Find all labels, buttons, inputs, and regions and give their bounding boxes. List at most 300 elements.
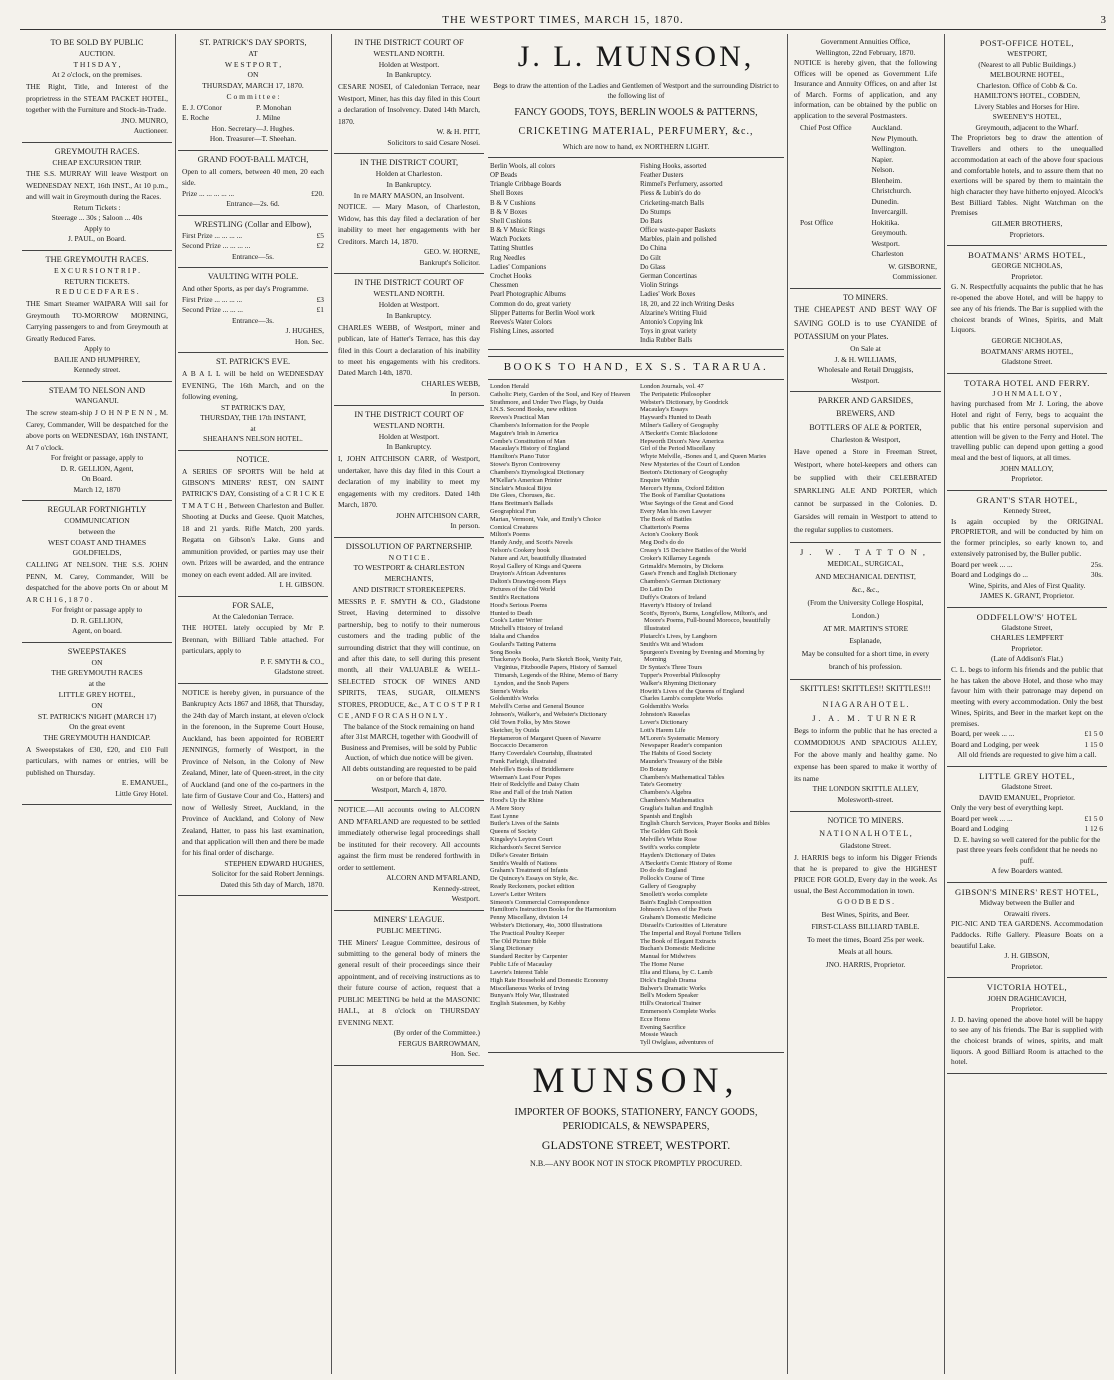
- list-item: Do Bats: [640, 217, 663, 225]
- price-name: Board and Lodgings do ...: [951, 570, 1028, 580]
- ad-heading-line: WANGANUI.: [75, 396, 119, 406]
- column-2: [178, 34, 328, 1374]
- list-item: Marian, Vermont, Vale, and Emily's Choice: [490, 515, 601, 523]
- ad-heading-line: WRESTLING (Collar and Elbow),: [194, 219, 312, 229]
- ad-signature: Westport.: [451, 894, 480, 904]
- list-item: Haverty's History of Ireland: [640, 601, 712, 609]
- ad-detail: All debts outstanding are requested to be paid on or before that date.: [341, 763, 477, 784]
- ad-heading-line: GRAND FOOT-BALL MATCH,: [197, 154, 309, 164]
- list-item: Sinclair's Musical Bijou: [490, 484, 552, 492]
- list-item: Queens of Society: [490, 828, 537, 836]
- prize-row: [182, 189, 324, 200]
- list-item: Chambers's Mathematical Tables: [640, 773, 725, 781]
- list-item: Crochet Hooks: [490, 272, 532, 280]
- national-heading: N A T I O N A L H O T E L ,: [819, 828, 912, 838]
- ad-heading-line: VAULTING WITH POLE.: [207, 272, 299, 282]
- list-item: Smith's Wealth of Nations: [490, 859, 557, 867]
- office-row: [794, 155, 937, 166]
- ad-body: CHARLES WEBB, of Westport, miner and publican, late of Hatter's Terrace, has this day filed in this Court a declaration of his inability to meet his engagements with his creditors. Dated March 14th, 1870.: [338, 322, 480, 378]
- list-item: Creasy's 15 Decisive Battles of the World: [640, 547, 747, 555]
- tatton-dentist-ad: [790, 543, 941, 681]
- list-item: I.N.S. Second Books, new edition: [490, 406, 577, 414]
- list-item: Stowe's Byron Controversy: [490, 461, 561, 469]
- list-item: Do Glass: [640, 263, 666, 271]
- list-item: A'Beckett's Comic History of Rome: [640, 859, 733, 867]
- hotel-line: (Late of Addison's Flat.): [991, 654, 1063, 664]
- ad-heading-line: At 2 o'clock, on the premises.: [51, 70, 143, 80]
- list-item: Meg Dod's do do: [640, 539, 684, 547]
- ad-detail: Steerage ... 30s ; Saloon ... 40s: [51, 213, 143, 223]
- price-amount: 1 12 6: [1084, 824, 1103, 834]
- office-town: Charleston: [871, 249, 904, 259]
- list-item: Mossie Wauch: [640, 1031, 678, 1039]
- office-type: Chief Post Office: [800, 123, 852, 133]
- office-row: [794, 207, 937, 218]
- list-item: Johnson's, Walker's, and Webster's Dictionary: [490, 711, 607, 719]
- prize-amount: £1: [316, 305, 324, 315]
- hotel-signature: A few Boarders wanted.: [991, 866, 1063, 876]
- prize-row: [182, 241, 324, 252]
- ad-signature: Hon. Sec.: [295, 336, 324, 346]
- miners-onsale: On Sale at: [850, 344, 881, 353]
- list-item: India Rubber Balls: [640, 337, 693, 345]
- col2-ad: [178, 597, 328, 684]
- list-item: The Home Nurse: [640, 961, 685, 969]
- list-item: A'Beckett's Comic Blackstone: [640, 429, 718, 437]
- list-item: Buchan's Domestic Medicine: [640, 945, 715, 953]
- list-item: Common do do, great variety: [490, 300, 571, 308]
- ad-signature: Little Grey Hotel.: [115, 788, 168, 798]
- ad-body: CESARE NOSEI, of Caledonian Terrace, near Westport, Miner, has this day filed in this Court a declaration of Insolvency. Dated 14th March, 1870.: [338, 82, 480, 126]
- ad-detail: For freight or passage, apply to: [50, 453, 144, 463]
- list-item: Chambers's Information for the People: [490, 422, 590, 430]
- list-item: Newspaper Reader's companion: [640, 742, 723, 750]
- list-item: Beeton's Dictionary of Geography: [640, 468, 728, 476]
- ad-detail: J. PAUL, on Board.: [67, 234, 127, 244]
- office-type: [794, 239, 866, 250]
- hotel-signature: Wine, Spirits, and Ales of First Quality.: [968, 580, 1086, 590]
- ad-heading-line: PUBLIC MEETING.: [376, 925, 442, 935]
- committee-row: [182, 113, 324, 124]
- ad-heading-line: TO BE SOLD BY PUBLIC: [50, 38, 144, 47]
- miners-heading: TO MINERS.: [843, 292, 888, 302]
- hotel-line: Charleston. Office of Cobb & Co.: [976, 80, 1078, 90]
- list-item: Enquire Within: [640, 476, 680, 484]
- ad-heading-line: at the: [88, 679, 106, 689]
- tatton-lines: [794, 558, 937, 675]
- list-item: Melvill's Cerise and General Bounce: [490, 703, 585, 711]
- office-type: [794, 207, 866, 218]
- list-item: Ladies' Companions: [490, 263, 547, 271]
- prize-row: [182, 295, 324, 306]
- skittle-alley-street: Molesworth-street.: [837, 794, 894, 804]
- hotel-body: having purchased from Mr J. Loring, the above Hotel and right of Ferry, begs to acquaint the public that his entire personal supervision and attention will be given to the Ferry and Hotel. The travelling public can depend upon getting a good meal and the best of liquors, at all times.: [951, 399, 1103, 463]
- list-item: Do China: [640, 245, 667, 253]
- list-item: Royal Gallery of Kings and Queens: [490, 562, 582, 570]
- office-type: [794, 176, 866, 187]
- office-type: [794, 144, 866, 155]
- hotel-signature: All old friends are requested to give him a call.: [957, 750, 1097, 760]
- list-item: Chambers's Etymological Dictionary: [490, 468, 585, 476]
- miners-body: THE CHEAPEST AND BEST WAY OF SAVING GOLD is to use CYANIDE of POTASSIUM on your Plates.: [794, 305, 937, 342]
- list-item: Fishing Hooks, assorted: [640, 162, 707, 170]
- ad-body: And other Sports, as per day's Programme.: [182, 284, 309, 294]
- office-type: [794, 249, 866, 260]
- list-item: Gallery of Geography: [640, 882, 697, 890]
- hotel-body: PIC-NIC AND TEA GARDENS. Accommodation Paddocks. Rifle Gallery. Pleasure Boats on a beautiful Lake.: [951, 919, 1103, 950]
- ad-heading-line: W E S T P O R T ,: [224, 59, 282, 69]
- hotel-body: Is again occupied by the ORIGINAL PROPRIETOR, and will be conducted by him on the former principles, so early known to, and extensively patronised by, the Buller public.: [951, 516, 1103, 558]
- ad-body: A B A L L will be held on WEDNESDAY EVENING, The 16th March, and on the following evening,: [182, 369, 324, 402]
- list-item: Heir of Redclyffe and Daisy Chain: [490, 781, 580, 789]
- list-item: Elia and Eliana, by C. Lamb: [640, 968, 713, 976]
- ad-body: THE Right, Title, and Interest of the proprietress in the STEAM PACKET HOTEL, together with the Furniture and Stock-in-Trade.: [26, 82, 168, 115]
- list-item: Smith's Recitations: [490, 593, 540, 601]
- list-item: Goldsmith's Works: [640, 703, 689, 711]
- price-row: [951, 560, 1103, 571]
- col2-ad: [178, 216, 328, 268]
- list-item: M'Loren's Systematic Memory: [640, 734, 719, 742]
- ad-signature: GEO. W. HORNE,: [423, 247, 480, 257]
- prize-row: [182, 231, 324, 242]
- hotel-heading: LITTLE GREY HOTEL,: [979, 770, 1075, 781]
- office-row: [794, 176, 937, 187]
- list-item: Harry Coverdale's Courtship, illustrated: [490, 750, 592, 758]
- ad-signature: In person.: [450, 521, 480, 531]
- ad-detail: Apply to: [83, 223, 111, 233]
- goods-list-left: [490, 162, 632, 345]
- list-item: Tate's Geometry: [640, 781, 682, 789]
- ad-heading-line: IN THE DISTRICT COURT OF: [354, 278, 464, 288]
- list-item: Ecce Homo: [640, 1015, 670, 1023]
- ad-heading-line: DISSOLUTION OF PARTNERSHIP.: [345, 541, 473, 551]
- office-town: Wellington.: [871, 144, 907, 154]
- list-item: Dick's English Drama: [640, 976, 697, 984]
- turner-body: Begs to inform the public that he has erected a COMMODIOUS AND SPACIOUS ALLEY, For the above manly and healthy game. No expense has been spared to make it worthy of its name: [794, 726, 937, 783]
- hotel-signature: Proprietors.: [1009, 229, 1045, 239]
- column-rule: [787, 34, 788, 1374]
- hotel-heading: GRANT'S STAR HOTEL,: [976, 494, 1078, 505]
- list-item: Wise Sayings of the Great and Good: [640, 500, 734, 508]
- hotel-signature: Proprietor.: [1011, 961, 1043, 971]
- list-item: Slang Dictionary: [490, 945, 534, 953]
- hotel-body: The Proprietors beg to draw the attention of Travellers and others to the unequalled accommodation at each of the above four spacious and comfortable hotels, and to assure them that no exertions will be spared by them to maintain the high character they have hitherto enjoyed. Alcock's Best Billiard Tables. Night Watchman on the Premises: [951, 133, 1103, 218]
- list-item: Smollett's works complete: [640, 890, 708, 898]
- list-item: Dalton's Drawing-room Plays: [490, 578, 567, 586]
- list-item: Melville's White Rose: [640, 836, 697, 844]
- hotel-signature: JOHN MALLOY,: [1000, 463, 1054, 473]
- hotel-line: Midway between the Buller and: [979, 898, 1075, 908]
- office-row: [794, 144, 937, 155]
- skittles-ad: [790, 680, 941, 811]
- office-row: [794, 249, 937, 260]
- ad-signature: I. H. GIBSON.: [279, 580, 324, 590]
- ad-heading-line: In Bankruptcy.: [386, 310, 432, 320]
- list-item: Scott's, Byron's, Burns, Longfellow, Milton's, and Moore's Poems, Full-bound Morocco, beautifully Illustrated: [640, 609, 771, 633]
- hotel-ad: [947, 491, 1107, 608]
- annuities-office: Government Annuities Office,: [820, 37, 911, 46]
- books-heading: BOOKS TO HAND, EX S.S. TARARUA.: [488, 356, 784, 380]
- list-item: East Lynne: [490, 812, 519, 820]
- prize-name: Second Prize ... ... ...: [182, 305, 243, 315]
- munson-heading-cricket: CRICKETING MATERIAL, PERFUMERY, &c.,: [518, 126, 754, 138]
- prize-amount: £3: [316, 294, 324, 304]
- committee-member: J. Milne: [256, 113, 281, 123]
- munson-footer-line4: N.B.—ANY BOOK NOT IN STOCK PROMPTLY PROCURED.: [530, 1158, 742, 1168]
- office-row: [794, 239, 937, 250]
- list-item: Emmerson's Complete Works: [640, 1007, 716, 1015]
- hotel-heading: BOATMANS' ARMS HOTEL,: [968, 250, 1086, 261]
- ad-heading-line: THURSDAY, MARCH 17, 1870.: [202, 81, 304, 91]
- hotel-body: C. L. begs to inform his friends and the public that he has taken the above Hotel, and those who may favour him with their patronage may depend on meeting with every accommodation. Only the best Wines, Spirits, and Beer in the market kept on the premises.: [951, 664, 1103, 728]
- goods-list-right: [640, 162, 782, 345]
- column-7: [947, 34, 1107, 1374]
- office-town: Westport.: [871, 238, 900, 248]
- list-item: Die Glees, Choruses, &c.: [490, 492, 555, 500]
- ad-heading-line: In Bankruptcy.: [386, 179, 432, 189]
- prize-amount: £5: [316, 230, 324, 240]
- hotel-heading: POST-OFFICE HOTEL,: [979, 38, 1075, 48]
- col3-ad: [334, 801, 484, 910]
- list-item: Piess & Lubin's do do: [640, 190, 701, 198]
- list-item: Idalia and Chandos: [490, 632, 540, 640]
- ad-heading-line: R E D U C E D F A R E S .: [55, 287, 139, 297]
- hotel-heading: VICTORIA HOTEL,: [986, 982, 1068, 993]
- ad-signature: (By order of the Committee.): [393, 1028, 480, 1038]
- list-item: Shell Boxes: [490, 190, 524, 198]
- office-type: [794, 186, 866, 197]
- list-item: Rug Needles: [490, 254, 526, 262]
- list-item: London Journals, vol. 47: [640, 382, 704, 390]
- list-item: Ready Reckoners, pocket edition: [490, 882, 575, 890]
- hotel-heading: ODDFELLOW'S' HOTEL: [976, 611, 1078, 622]
- ad-heading-line: LITTLE GREY HOTEL,: [58, 689, 136, 699]
- list-item: Plutarch's Lives, by Langhorn: [640, 632, 717, 640]
- hotel-line: SWEENEY'S HOTEL,: [992, 112, 1062, 122]
- list-item: Spurgeon's Evening by Evening and Morning by Morning: [640, 648, 765, 664]
- ad-heading-line: In re MARY MASON, an Insolvent.: [353, 190, 465, 200]
- ad-detail: Hon. Treasurer—T. Sheehan.: [209, 134, 297, 144]
- ad-heading-line: ST. PATRICK'S DAY SPORTS,: [199, 38, 307, 47]
- ad-heading-line: COMMUNICATION: [64, 516, 130, 526]
- national-hotel-ad: [790, 812, 941, 977]
- list-item: Hepworth Dixon's New America: [640, 437, 724, 445]
- list-item: M'Kellar's American Printer: [490, 476, 562, 484]
- list-item: Croker's Killarney Legends: [640, 554, 711, 562]
- prize-amount: £20.: [311, 188, 324, 198]
- list-item: Do Latin Do: [640, 586, 673, 594]
- ad-heading-line: MINERS' LEAGUE.: [373, 914, 445, 924]
- hotel-signature: Gladstone Street.: [1001, 357, 1053, 367]
- col1-ad: [22, 251, 172, 382]
- list-item: Duffy's Orators of Ireland: [640, 593, 707, 601]
- books-list-left: [490, 383, 632, 1047]
- list-item: Webster's Dictionary, 4to, 3000 Illustrations: [490, 922, 603, 930]
- ad-heading-line: T H I S D A Y ,: [73, 59, 121, 69]
- munson-heading-fancy: FANCY GOODS, TOYS, BERLIN WOOLS & PATTERNS,: [514, 107, 758, 119]
- committee-member: P. Monohan: [256, 102, 292, 112]
- turner-heading: J. A. M. TURNER: [812, 714, 919, 724]
- list-item: Richardson's Secret Service: [490, 843, 562, 851]
- ad-signature: CHARLES WEBB,: [421, 378, 480, 388]
- harris-lines: [794, 896, 937, 971]
- ad-detail: D. R. GELLION, Agent,: [60, 463, 134, 473]
- list-item: Penny Miscellany, division 14: [490, 914, 568, 922]
- hotel-signature: D. E. having so well catered for the public for the past three years feels confident that he needs no puff.: [953, 834, 1101, 865]
- ad-detail: Return Tickets :: [73, 202, 121, 212]
- list-item: Lover's Dictionary: [640, 718, 688, 726]
- list-item: Chambers's Mathematics: [640, 797, 705, 805]
- price-row: [951, 729, 1103, 740]
- list-item: Hood's Up the Rhine: [490, 797, 544, 805]
- office-row: [794, 228, 937, 239]
- hotel-line: Proprietor.: [1011, 1004, 1043, 1014]
- harris-line: G O O D B E D S .: [837, 897, 894, 907]
- list-item: Thackeray's Books, Paris Sketch Book, Vanity Fair, Virginius, Fitzboodle Papers, History of Samuel Titmarsh, Legends of the Rhine, Memo of Barry Lyndon, and the Snob Papers: [490, 656, 622, 687]
- office-town: Dunedin.: [871, 196, 899, 206]
- hotel-body: J. D. having opened the above hotel will be happy to see any of his friends. The Bar is supplied with the choicest brands of wines, spirits, and malt liquors. A good Billiard Room is attached to the hotel.: [951, 1014, 1103, 1067]
- price-row: [951, 824, 1103, 835]
- column-rule: [175, 34, 176, 1374]
- list-item: Smith's Wit and Wisdom: [640, 640, 704, 648]
- harris-body: J. HARRIS begs to inform his Digger Friends that he is prepared to give the HIGHEST PRICE FOR GOLD, Every day in the week. As usual, the Best Accommodation in town.: [794, 852, 937, 896]
- committee-row: [182, 103, 324, 114]
- ad-body: THE Smart Steamer WAIPARA Will sail for Greymouth TO-MORROW MORNING, Carrying passengers to and from Greymouth at Greatly Reduced Fares.: [26, 299, 168, 343]
- list-item: Hamilton's Piano Tutor: [490, 453, 550, 461]
- list-item: Graham's Domestic Medicine: [640, 914, 717, 922]
- ad-body: A SERIES OF SPORTS Will be held at GIBSON'S MINERS' REST, ON SAINT PATRICK'S DAY, Consisting of a C R I C K E T M A T C H , Between Charleston and Buller. Shooting at Ducks and Geese. Quoit Matches, 18 and 21 yards. Rifle Match, 200 yards. Regatta on Gibson's Lake. Guns and ammunition provided, or parties may use their own. Prizes will be awarded, and the entrance money on each event added. All are invited.: [182, 466, 324, 579]
- list-item: A Mere Story: [490, 804, 525, 812]
- annuities-notice: [790, 34, 941, 289]
- list-item: Gase's French and English Dictionary: [640, 570, 737, 578]
- list-item: English Church Services, Prayer Books and Bibles: [640, 820, 770, 828]
- list-item: Lawrie's Interest Table: [490, 968, 549, 976]
- list-item: The Imperial and Royal Fortune Tellers: [640, 929, 742, 937]
- ad-signature: Solicitors to said Cesare Nosei.: [387, 137, 480, 147]
- ad-signature: P. F. SMYTH & CO.,: [260, 656, 324, 666]
- ad-heading-line: Holden at Westport.: [378, 300, 440, 310]
- list-item: Hans Breitman's Ballads: [490, 500, 553, 508]
- ad-detail: Kennedy street.: [73, 365, 121, 375]
- list-item: Hayward's Hunted to Death: [640, 414, 711, 422]
- parker-garsides-ad: [790, 392, 941, 543]
- office-town: Christchurch.: [871, 186, 912, 196]
- list-item: New Mysteries of the Court of London: [640, 461, 740, 469]
- ad-detail: SHEAHAN'S NELSON HOTEL.: [203, 434, 303, 444]
- list-item: The Old Picture Bible: [490, 937, 547, 945]
- ad-signature: ALCORN AND M'FARLAND,: [386, 873, 480, 883]
- list-item: Frank Farleigh, illustrated: [490, 757, 557, 765]
- ad-body: The screw steam-ship J O H N P E N N , M. Carey, Commander, Will be despatched for the above ports on WEDNESDAY, 16th INSTANT, At 7 o'clock.: [26, 408, 168, 452]
- list-item: Simeon's Commercial Correspondence: [490, 898, 590, 906]
- list-item: Lott's Harem Life: [640, 726, 686, 734]
- miners-seller: J. & H. WILLIAMS,: [834, 354, 897, 364]
- list-item: Walker's Rhyming Dictionary: [640, 679, 717, 687]
- munson-name: J. L. MUNSON,: [517, 40, 755, 73]
- ad-heading-line: WESTLAND NORTH.: [373, 289, 445, 299]
- list-item: Girl of the Period Miscellany: [640, 445, 715, 453]
- list-item: Drayton's African Adventures: [490, 570, 567, 578]
- list-item: Geographical Fun: [490, 507, 536, 515]
- list-item: Do do do England: [640, 867, 687, 875]
- list-item: Miscellaneous Works of Irving: [490, 984, 570, 992]
- hotel-signature: BOATMANS' ARMS HOTEL,: [980, 346, 1074, 356]
- ad-signature: J. HUGHES,: [285, 326, 324, 336]
- annuities-signature-title: Commissioner.: [892, 272, 937, 282]
- office-row: [794, 197, 937, 208]
- list-item: Alzarine's Writing Fluid: [640, 309, 707, 317]
- munson-advertisement: [488, 34, 784, 1374]
- list-item: Pearl Photographic Albums: [490, 291, 566, 299]
- list-item: Dilke's Greater Britain: [490, 851, 548, 859]
- harris-line: Meals at all hours.: [838, 947, 893, 957]
- ad-body: CALLING AT NELSON. THE S.S. JOHN PENN, M. Carey, Commander, Will be despatched for the above ports On or about M A R C H 1 6 , 1 8 7 0 .: [26, 560, 168, 604]
- list-item: B & V Music Rings: [490, 227, 545, 235]
- ad-detail: ST PATRICK'S DAY,: [221, 402, 285, 412]
- list-item: B & V Cushions: [490, 199, 536, 207]
- skittle-alley-name: THE LONDON SKITTLE ALLEY,: [812, 784, 919, 794]
- list-item: The Golden Gift Book: [640, 828, 698, 836]
- tatton-line: Esplanade,: [849, 636, 882, 646]
- list-item: Macaulay's History of England: [490, 445, 570, 453]
- col3-ad: [334, 538, 484, 802]
- hotel-heading: GIBSON'S MINERS' REST HOTEL,: [955, 886, 1099, 897]
- ad-heading-line: CHEAP EXCURSION TRIP.: [52, 157, 142, 167]
- office-town: Invercargill.: [871, 207, 908, 217]
- ad-body: MESSRS P. F. SMYTH & CO., Gladstone Street, Having determined to dissolve partnership, beg to notify to their numerous customers and the trading public of the surrounding district that they will continue, on and after this date, to sell during this present month, all their VALUABLE & WELL-SELECTED STOCK OF WINES AND SPIRITS, TEAS, SUGAR, OILMEN'S STORES, PRODUCE, &c., A T C O S T P R I C E , AND F O R C A S H O N L Y .: [338, 596, 480, 721]
- col3-ad: [334, 34, 484, 154]
- ad-heading-line: WEST COAST AND THAMES: [47, 537, 147, 547]
- column-rule: [331, 34, 332, 1374]
- tatton-line: (From the University College Hospital, London.): [807, 597, 924, 620]
- hotel-line: Greymouth, adjacent to the Wharf.: [975, 122, 1079, 132]
- col3-ad: [334, 911, 484, 1066]
- col3-ad: [334, 406, 484, 538]
- list-item: Nelson's Cookery book: [490, 547, 550, 555]
- col2-ad: [178, 268, 328, 353]
- prize-name: First Prize ... ... ... ...: [182, 294, 243, 304]
- list-item: Goulard's Tatting Patterns: [490, 640, 557, 648]
- miners-seller-town: Westport.: [851, 375, 880, 385]
- list-item: Cricketing-match Balls: [640, 199, 705, 207]
- column-6: [790, 34, 941, 1374]
- hotel-signature: JAMES K. GRANT, Proprietor.: [979, 591, 1075, 601]
- hotel-line: J O H N M A L L O Y ,: [992, 388, 1062, 398]
- list-item: Marbles, plain and polished: [640, 236, 717, 244]
- office-type: [794, 165, 866, 176]
- ad-heading-line: ON: [91, 700, 103, 710]
- ad-heading-line: AT: [248, 48, 258, 58]
- col1-ad: [22, 143, 172, 251]
- office-type: Post Office: [800, 217, 834, 227]
- ad-detail: Westport, March 4, 1870.: [371, 784, 447, 794]
- list-item: Sterne's Works: [490, 687, 528, 695]
- hotel-line: Orawaiti rivers.: [1003, 908, 1051, 918]
- column-1: [22, 34, 172, 1374]
- list-item: Cook's Letter Writer: [490, 617, 543, 625]
- list-item: Catholic Piety, Garden of the Soul, and Key of Heaven: [490, 390, 631, 398]
- ad-heading-line: STEAM TO NELSON AND: [48, 385, 146, 395]
- list-item: Macaulay's Essays: [640, 406, 688, 414]
- list-item: Tatting Shuttles: [490, 245, 534, 253]
- parker-line1: BREWERS, AND: [836, 408, 895, 418]
- list-item: Maguire's Irish in America: [490, 429, 559, 437]
- office-type: [794, 197, 866, 208]
- ad-body: NOTICE.—All accounts owing to ALCORN AND M'FARLAND are requested to be settled immediately otherwise legal proceedings shall be instituted for their recovery. All accounts against the firm must be rendered forthwith in order to settlement.: [338, 805, 480, 872]
- tatton-line: AT MR. MARTIN'S STORE: [822, 623, 909, 633]
- hotel-line: DAVID EMANUEL, Proprietor.: [979, 792, 1075, 802]
- ad-signature: Dated this 5th day of March, 1870.: [220, 879, 324, 889]
